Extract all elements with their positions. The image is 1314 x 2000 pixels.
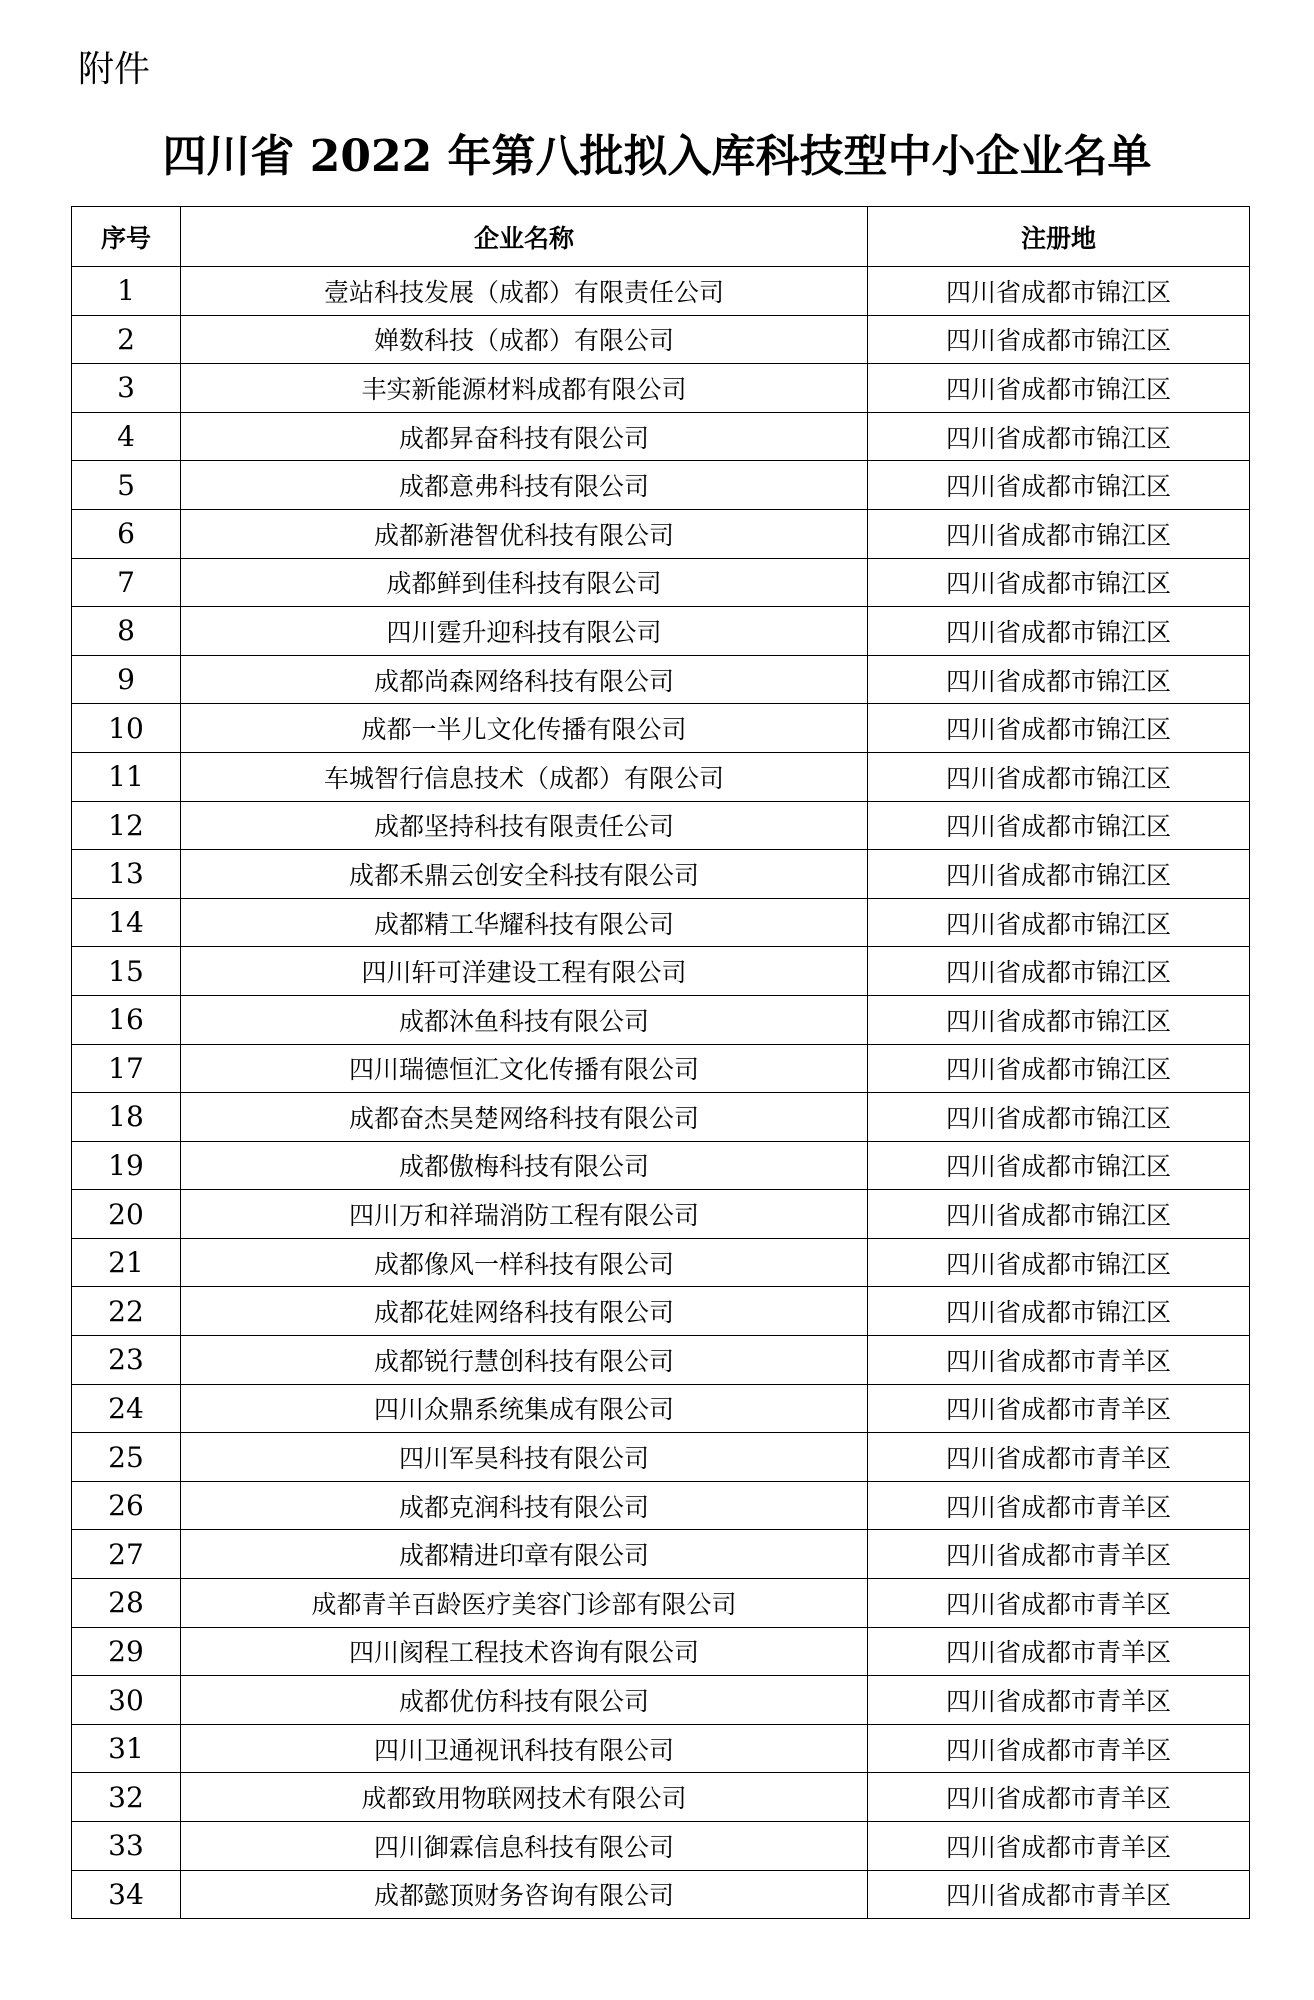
enterprise-list-table — [71, 206, 1250, 1919]
cell-serial-number: 11 — [72, 752, 181, 801]
cell-registered-address: 四川省成都市锦江区 — [868, 752, 1250, 801]
cell-serial-number: 31 — [72, 1724, 181, 1773]
cell-enterprise-name: 四川万和祥瑞消防工程有限公司 — [181, 1190, 868, 1239]
cell-registered-address: 四川省成都市锦江区 — [868, 267, 1250, 316]
cell-enterprise-name: 成都沐鱼科技有限公司 — [181, 995, 868, 1044]
cell-enterprise-name: 成都像风一样科技有限公司 — [181, 1238, 868, 1287]
cell-serial-number: 1 — [72, 267, 181, 316]
table-row — [72, 1724, 1250, 1773]
table-row — [72, 1822, 1250, 1871]
table-row — [72, 1093, 1250, 1142]
cell-enterprise-name: 四川霆升迎科技有限公司 — [181, 607, 868, 656]
cell-serial-number: 24 — [72, 1384, 181, 1433]
cell-serial-number: 32 — [72, 1773, 181, 1822]
cell-enterprise-name: 四川轩可洋建设工程有限公司 — [181, 947, 868, 996]
cell-serial-number: 22 — [72, 1287, 181, 1336]
cell-enterprise-name: 成都坚持科技有限责任公司 — [181, 801, 868, 850]
cell-serial-number: 5 — [72, 461, 181, 510]
cell-serial-number: 4 — [72, 412, 181, 461]
table-row — [72, 1579, 1250, 1628]
cell-enterprise-name: 成都锐行慧创科技有限公司 — [181, 1336, 868, 1385]
cell-enterprise-name: 成都优仿科技有限公司 — [181, 1676, 868, 1725]
table-header — [72, 207, 1250, 267]
table-row — [72, 1336, 1250, 1385]
cell-enterprise-name: 成都精进印章有限公司 — [181, 1530, 868, 1579]
cell-enterprise-name: 四川卫通视讯科技有限公司 — [181, 1724, 868, 1773]
cell-registered-address: 四川省成都市锦江区 — [868, 461, 1250, 510]
cell-registered-address: 四川省成都市青羊区 — [868, 1530, 1250, 1579]
cell-registered-address: 四川省成都市锦江区 — [868, 655, 1250, 704]
cell-enterprise-name: 成都傲梅科技有限公司 — [181, 1141, 868, 1190]
cell-enterprise-name: 成都尚森网络科技有限公司 — [181, 655, 868, 704]
table-row — [72, 655, 1250, 704]
cell-registered-address: 四川省成都市青羊区 — [868, 1481, 1250, 1530]
cell-registered-address: 四川省成都市锦江区 — [868, 509, 1250, 558]
cell-enterprise-name: 成都致用物联网技术有限公司 — [181, 1773, 868, 1822]
table-row — [72, 1481, 1250, 1530]
cell-serial-number: 27 — [72, 1530, 181, 1579]
cell-enterprise-name: 成都懿顶财务咨询有限公司 — [181, 1870, 868, 1919]
table-row — [72, 607, 1250, 656]
table-body — [72, 267, 1250, 1919]
table-row — [72, 801, 1250, 850]
cell-enterprise-name: 四川阂程工程技术咨询有限公司 — [181, 1627, 868, 1676]
cell-serial-number: 2 — [72, 315, 181, 364]
cell-registered-address: 四川省成都市青羊区 — [868, 1676, 1250, 1725]
table-row — [72, 1530, 1250, 1579]
table-row — [72, 1870, 1250, 1919]
cell-enterprise-name: 成都鲜到佳科技有限公司 — [181, 558, 868, 607]
table-row — [72, 412, 1250, 461]
table-header-row — [72, 207, 1250, 267]
cell-enterprise-name: 成都青羊百龄医疗美容门诊部有限公司 — [181, 1579, 868, 1628]
cell-enterprise-name: 成都昇奋科技有限公司 — [181, 412, 868, 461]
cell-registered-address: 四川省成都市锦江区 — [868, 850, 1250, 899]
cell-serial-number: 12 — [72, 801, 181, 850]
cell-serial-number: 9 — [72, 655, 181, 704]
cell-serial-number: 20 — [72, 1190, 181, 1239]
cell-registered-address: 四川省成都市锦江区 — [868, 898, 1250, 947]
cell-registered-address: 四川省成都市锦江区 — [868, 1141, 1250, 1190]
cell-enterprise-name: 车城智行信息技术（成都）有限公司 — [181, 752, 868, 801]
table-row — [72, 995, 1250, 1044]
cell-serial-number: 7 — [72, 558, 181, 607]
cell-enterprise-name: 丰实新能源材料成都有限公司 — [181, 364, 868, 413]
cell-enterprise-name: 婵数科技（成都）有限公司 — [181, 315, 868, 364]
cell-enterprise-name: 四川军昊科技有限公司 — [181, 1433, 868, 1482]
cell-serial-number: 8 — [72, 607, 181, 656]
table-row — [72, 752, 1250, 801]
cell-enterprise-name: 四川御霖信息科技有限公司 — [181, 1822, 868, 1871]
table-row — [72, 364, 1250, 413]
cell-serial-number: 14 — [72, 898, 181, 947]
cell-enterprise-name: 壹站科技发展（成都）有限责任公司 — [181, 267, 868, 316]
cell-enterprise-name: 成都花娃网络科技有限公司 — [181, 1287, 868, 1336]
header-enterprise-name: 企业名称 — [181, 207, 868, 267]
cell-serial-number: 15 — [72, 947, 181, 996]
cell-serial-number: 34 — [72, 1870, 181, 1919]
cell-serial-number: 26 — [72, 1481, 181, 1530]
table-row — [72, 461, 1250, 510]
cell-serial-number: 23 — [72, 1336, 181, 1385]
table-row — [72, 947, 1250, 996]
cell-enterprise-name: 成都禾鼎云创安全科技有限公司 — [181, 850, 868, 899]
cell-registered-address: 四川省成都市青羊区 — [868, 1627, 1250, 1676]
cell-registered-address: 四川省成都市青羊区 — [868, 1724, 1250, 1773]
cell-registered-address: 四川省成都市锦江区 — [868, 1093, 1250, 1142]
table-row — [72, 704, 1250, 753]
cell-serial-number: 29 — [72, 1627, 181, 1676]
table-row — [72, 1287, 1250, 1336]
cell-enterprise-name: 成都精工华耀科技有限公司 — [181, 898, 868, 947]
document-title: 四川省 2022 年第八批拟入库科技型中小企业名单 — [162, 131, 1152, 182]
cell-registered-address: 四川省成都市锦江区 — [868, 364, 1250, 413]
header-serial-number: 序号 — [72, 207, 181, 267]
cell-registered-address: 四川省成都市锦江区 — [868, 558, 1250, 607]
cell-registered-address: 四川省成都市锦江区 — [868, 412, 1250, 461]
table-row — [72, 315, 1250, 364]
cell-registered-address: 四川省成都市锦江区 — [868, 1238, 1250, 1287]
cell-enterprise-name: 成都克润科技有限公司 — [181, 1481, 868, 1530]
cell-registered-address: 四川省成都市锦江区 — [868, 1044, 1250, 1093]
cell-serial-number: 28 — [72, 1579, 181, 1628]
cell-serial-number: 10 — [72, 704, 181, 753]
table-row — [72, 1190, 1250, 1239]
cell-registered-address: 四川省成都市锦江区 — [868, 801, 1250, 850]
cell-registered-address: 四川省成都市锦江区 — [868, 315, 1250, 364]
table-row — [72, 1676, 1250, 1725]
cell-registered-address: 四川省成都市青羊区 — [868, 1384, 1250, 1433]
cell-enterprise-name: 四川瑞德恒汇文化传播有限公司 — [181, 1044, 868, 1093]
cell-serial-number: 21 — [72, 1238, 181, 1287]
table-row — [72, 1773, 1250, 1822]
table-row — [72, 898, 1250, 947]
cell-registered-address: 四川省成都市锦江区 — [868, 1287, 1250, 1336]
cell-registered-address: 四川省成都市锦江区 — [868, 704, 1250, 753]
cell-serial-number: 25 — [72, 1433, 181, 1482]
cell-serial-number: 19 — [72, 1141, 181, 1190]
cell-serial-number: 18 — [72, 1093, 181, 1142]
cell-registered-address: 四川省成都市青羊区 — [868, 1433, 1250, 1482]
cell-serial-number: 6 — [72, 509, 181, 558]
table-row — [72, 1238, 1250, 1287]
cell-registered-address: 四川省成都市青羊区 — [868, 1773, 1250, 1822]
table-row — [72, 1044, 1250, 1093]
cell-enterprise-name: 成都新港智优科技有限公司 — [181, 509, 868, 558]
cell-serial-number: 3 — [72, 364, 181, 413]
table-row — [72, 267, 1250, 316]
cell-enterprise-name: 成都奋杰昊楚网络科技有限公司 — [181, 1093, 868, 1142]
cell-registered-address: 四川省成都市锦江区 — [868, 1190, 1250, 1239]
cell-registered-address: 四川省成都市青羊区 — [868, 1579, 1250, 1628]
table-row — [72, 558, 1250, 607]
cell-registered-address: 四川省成都市青羊区 — [868, 1822, 1250, 1871]
cell-registered-address: 四川省成都市锦江区 — [868, 995, 1250, 1044]
cell-serial-number: 17 — [72, 1044, 181, 1093]
table-row — [72, 1433, 1250, 1482]
cell-serial-number: 33 — [72, 1822, 181, 1871]
header-registered-address: 注册地 — [868, 207, 1250, 267]
cell-registered-address: 四川省成都市锦江区 — [868, 947, 1250, 996]
table-row — [72, 1627, 1250, 1676]
cell-registered-address: 四川省成都市青羊区 — [868, 1336, 1250, 1385]
cell-registered-address: 四川省成都市青羊区 — [868, 1870, 1250, 1919]
cell-registered-address: 四川省成都市锦江区 — [868, 607, 1250, 656]
attachment-label: 附件 — [78, 49, 151, 90]
cell-serial-number: 16 — [72, 995, 181, 1044]
table-row — [72, 509, 1250, 558]
table-row — [72, 850, 1250, 899]
table-row — [72, 1384, 1250, 1433]
cell-enterprise-name: 四川众鼎系统集成有限公司 — [181, 1384, 868, 1433]
table-row — [72, 1141, 1250, 1190]
cell-serial-number: 30 — [72, 1676, 181, 1725]
cell-enterprise-name: 成都意弗科技有限公司 — [181, 461, 868, 510]
cell-enterprise-name: 成都一半儿文化传播有限公司 — [181, 704, 868, 753]
cell-serial-number: 13 — [72, 850, 181, 899]
